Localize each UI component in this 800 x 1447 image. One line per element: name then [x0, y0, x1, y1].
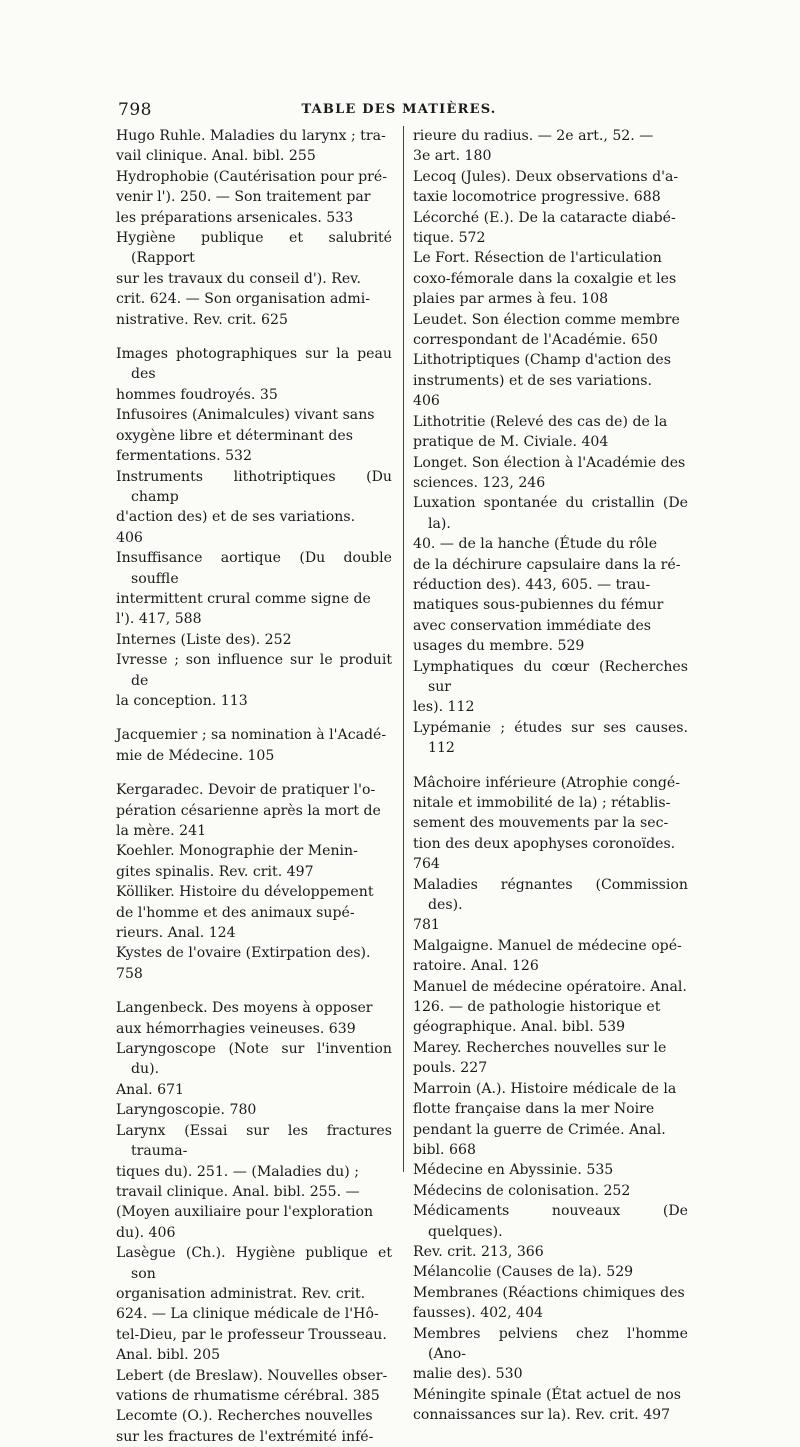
page-number: 798	[118, 100, 152, 120]
index-entry-line: du). 406	[116, 1224, 176, 1241]
index-entry	[413, 1079, 688, 1161]
index-entry-line: sciences. 123, 246	[413, 474, 546, 491]
index-entry-line: fausses). 402, 404	[413, 1305, 543, 1322]
index-entry	[116, 467, 392, 549]
index-entry	[413, 126, 688, 167]
index-entry	[413, 1385, 688, 1426]
index-entry-line: tiques du). 251. — (Maladies du) ;	[116, 1163, 359, 1180]
index-entry-line: venir l'). 250. — Son traitement par	[116, 189, 371, 206]
index-entry-line: rieurs. Anal. 124	[116, 925, 236, 942]
index-entry-line: Internes (Liste des). 252	[116, 631, 292, 648]
index-entry-line: pratique de M. Civiale. 404	[413, 434, 609, 451]
index-entry-line: Ivresse ; son influence sur le produit de	[116, 652, 392, 689]
index-entry-line: Maladies régnantes (Commission des).	[413, 876, 688, 914]
index-entry-line: l'). 417, 588	[116, 611, 202, 628]
index-entry-line: Méningite spinale (État actuel de nos	[413, 1386, 682, 1403]
index-entry-line: 764	[413, 856, 440, 873]
index-entry-line: Malgaigne. Manuel de médecine opé-	[413, 937, 682, 954]
index-entry	[116, 780, 392, 841]
index-entry-line: pouls. 227	[413, 1060, 488, 1077]
index-entry-line: Instruments lithotriptiques (Du champ	[116, 468, 392, 505]
index-entry-line: Longet. Son élection à l'Académie des	[413, 454, 686, 471]
index-entry	[116, 943, 392, 984]
index-entry-line: Jacquemier ; sa nomination à l'Acadé-	[116, 727, 387, 744]
index-entry	[413, 1262, 688, 1282]
index-entry-line: Membranes (Réactions chimiques des	[413, 1284, 685, 1301]
index-entry	[116, 841, 392, 882]
index-entry	[413, 1038, 688, 1079]
index-entry-line: Koehler. Monographie der Menin-	[116, 843, 358, 860]
index-entry-line: oxygène libre et déterminant des	[116, 427, 354, 444]
index-entry-line: Hygiène publique et salubrité (Rapport	[116, 230, 392, 267]
index-entry-line: connaissances sur la). Rev. crit. 497	[413, 1407, 671, 1424]
index-entry-line: organisation administrat. Rev. crit.	[116, 1285, 366, 1302]
index-entry-line: Manuel de médecine opératoire. Anal.	[413, 978, 687, 995]
index-entry	[116, 1121, 392, 1243]
index-entry	[413, 875, 688, 936]
index-entry	[413, 977, 688, 1038]
index-entry-line: tique. 572	[413, 230, 486, 247]
index-entry-line: Lymphatiques du cœur (Recherches sur	[413, 658, 688, 695]
index-entry	[413, 657, 688, 718]
index-entry-line: de la déchirure capsulaire dans la ré-	[413, 556, 681, 573]
index-entry	[413, 773, 688, 875]
index-entry-line: les). 112	[413, 699, 475, 716]
index-entry-line: les préparations arsenicales. 533	[116, 209, 354, 226]
index-entry-line: Kergaradec. Devoir de pratiquer l'o-	[116, 782, 376, 799]
index-entry-line: Lecoq (Jules). Deux observations d'a-	[413, 168, 679, 185]
index-entry-line: Médecine en Abyssinie. 535	[413, 1162, 614, 1179]
index-entry-line: plaies par armes à feu. 108	[413, 291, 609, 308]
index-entry-line: malie des). 530	[413, 1366, 523, 1383]
index-entry-line: ratoire. Anal. 126	[413, 958, 539, 975]
index-entry	[116, 548, 392, 630]
index-entry-line: sement des mouvements par la sec-	[413, 815, 669, 832]
index-entry-line: Lasègue (Ch.). Hygiène publique et son	[116, 1245, 392, 1282]
index-entry-line: usages du membre. 529	[413, 638, 585, 655]
index-entry-line: Lypémanie ; études sur ses causes. 112	[413, 719, 688, 757]
index-entry-line: d'action des) et de ses variations.	[116, 509, 356, 526]
index-entry	[116, 1243, 392, 1365]
index-entry-line: tel-Dieu, par le professeur Trousseau.	[116, 1326, 387, 1343]
section-gap	[116, 766, 392, 780]
index-entry-line: avec conservation immédiate des	[413, 617, 652, 634]
index-entry	[116, 1406, 392, 1447]
index-entry-line: taxie locomotrice progressive. 688	[413, 189, 661, 206]
index-entry-line: Lithotriptiques (Champ d'action des	[413, 352, 671, 369]
index-entry-line: Laryngoscope (Note sur l'invention du).	[116, 1041, 392, 1078]
index-entry-line: Hugo Ruhle. Maladies du larynx ; tra-	[116, 128, 386, 144]
index-entry-line: 40. — de la hanche (Étude du rôle	[413, 536, 658, 553]
index-entry	[116, 630, 392, 650]
index-entry-line: Membres pelviens chez l'homme (Ano-	[413, 1325, 688, 1362]
index-entry-line: de l'homme et des animaux supé-	[116, 904, 355, 921]
index-entry	[413, 1160, 688, 1180]
index-entry-line: sur les travaux du conseil d'). Rev.	[116, 270, 361, 287]
index-entry-line: Marroin (A.). Histoire médicale de la	[413, 1080, 677, 1097]
index-entry	[413, 1201, 688, 1262]
index-entry-line: 3e art. 180	[413, 148, 492, 165]
index-entry-line: Lithotritie (Relevé des cas de) de la	[413, 413, 668, 430]
index-entry-line: vail clinique. Anal. bibl. 255	[116, 148, 316, 165]
index-entry-line: géographique. Anal. bibl. 539	[413, 1019, 626, 1036]
index-entry-line: réduction des). 443, 605. — trau-	[413, 576, 651, 593]
index-entry-line: Lécorché (E.). De la cataracte diabé-	[413, 209, 676, 226]
index-entry-line: la conception. 113	[116, 692, 248, 709]
index-entry-line: mie de Médecine. 105	[116, 747, 275, 764]
index-entry	[116, 1366, 392, 1407]
index-entry-line: pération césarienne après la mort de	[116, 802, 381, 819]
index-entry-line: aux hémorrhagies veineuses. 639	[116, 1020, 356, 1037]
index-entry	[116, 344, 392, 405]
index-entry-line: Lecomte (O.). Recherches nouvelles	[116, 1408, 373, 1425]
index-entry-line: (Moyen auxiliaire pour l'exploration	[116, 1204, 374, 1221]
running-title: TABLE DES MATIÈRES.	[301, 102, 497, 117]
index-entry-line: Images photographiques sur la peau des	[116, 346, 392, 383]
index-entry-line: pendant la guerre de Crimée. Anal.	[413, 1121, 666, 1138]
index-entry-line: matiques sous-pubiennes du fémur	[413, 597, 664, 614]
index-entry-line: sur les fractures de l'extrémité infé-	[116, 1428, 374, 1445]
index-entry-line: Leudet. Son élection comme membre	[413, 311, 680, 328]
index-entry-line: nistrative. Rev. crit. 625	[116, 311, 288, 328]
index-entry-line: fermentations. 532	[116, 448, 252, 465]
index-entry	[413, 248, 688, 309]
page-header	[110, 100, 688, 126]
index-entry-line: vations de rhumatisme cérébral. 385	[116, 1387, 380, 1404]
index-entry	[413, 208, 688, 249]
index-entry-line: Marey. Recherches nouvelles sur le	[413, 1039, 667, 1056]
section-gap	[116, 330, 392, 344]
index-entry	[116, 882, 392, 943]
index-entry	[413, 350, 688, 411]
index-entry-line: Médecins de colonisation. 252	[413, 1182, 631, 1199]
section-gap	[413, 759, 688, 773]
index-column-left	[116, 126, 392, 1447]
index-entry-line: Laryngoscopie. 780	[116, 1102, 257, 1119]
index-entry	[413, 1283, 688, 1324]
index-entry-line: Kystes de l'ovaire (Extirpation des).	[116, 945, 371, 962]
index-entry-line: 406	[116, 529, 143, 546]
index-entry-line: Luxation spontanée du cristallin (De la).	[413, 495, 688, 532]
index-entry-line: Lebert (de Breslaw). Nouvelles obser-	[116, 1367, 388, 1384]
index-entry	[116, 725, 392, 766]
index-entry-line: Mâchoire inférieure (Atrophie congé-	[413, 774, 681, 791]
index-entry-line: gites spinalis. Rev. crit. 497	[116, 863, 314, 880]
index-entry-line: Infusoires (Animalcules) vivant sans	[116, 407, 375, 424]
index-entry-line: rieure du radius. — 2e art., 52. —	[413, 128, 654, 144]
index-entry-line: instruments) et de ses variations.	[413, 372, 653, 389]
section-gap	[116, 984, 392, 998]
index-entry	[116, 650, 392, 711]
index-entry-line: la mère. 241	[116, 823, 207, 839]
section-gap	[116, 711, 392, 725]
index-entry-line: bibl. 668	[413, 1141, 476, 1158]
index-entry-line: Anal. bibl. 205	[116, 1347, 221, 1364]
index-entry	[116, 998, 392, 1039]
index-entry-line: tion des deux apophyses coronoïdes.	[413, 835, 676, 852]
index-column-right	[413, 126, 688, 1426]
index-entry-line: 758	[116, 965, 143, 982]
index-entry	[413, 718, 688, 759]
index-entry-line: Rev. crit. 213, 366	[413, 1243, 544, 1260]
index-entry-line: intermittent crural comme signe de	[116, 590, 371, 607]
index-entry-line: Insuffisance aortique (Du double souffle	[116, 550, 392, 587]
index-entry-line: Le Fort. Résection de l'articulation	[413, 250, 662, 267]
index-entry-line: Hydrophobie (Cautérisation pour pré-	[116, 168, 387, 185]
index-entry	[413, 167, 688, 208]
column-divider	[403, 126, 404, 1172]
index-entry	[116, 1039, 392, 1100]
index-entry-line: travail clinique. Anal. bibl. 255. —	[116, 1183, 360, 1200]
index-entry	[413, 310, 688, 351]
index-entry	[116, 228, 392, 330]
index-entry	[413, 1181, 688, 1201]
index-entry-line: coxo-fémorale dans la coxalgie et les	[413, 270, 677, 287]
index-entry-line: Anal. 671	[116, 1081, 185, 1098]
index-entry	[413, 412, 688, 453]
index-entry-line: 781	[413, 917, 440, 934]
index-entry	[116, 126, 392, 167]
index-entry-line: nitale et immobilité de la) ; rétablis-	[413, 795, 671, 811]
index-entry-line: correspondant de l'Académie. 650	[413, 332, 658, 349]
index-entry	[413, 493, 688, 656]
index-entry-line: Médicaments nouveaux (De quelques).	[413, 1203, 688, 1240]
index-entry	[116, 1100, 392, 1120]
index-entry-line: Mélancolie (Causes de la). 529	[413, 1264, 634, 1281]
index-entry-line: hommes foudroyés. 35	[116, 386, 278, 403]
index-entry-line: Langenbeck. Des moyens à opposer	[116, 1000, 373, 1017]
index-entry	[116, 167, 392, 228]
index-entry	[116, 405, 392, 466]
index-entry	[413, 936, 688, 977]
index-entry-line: 624. — La clinique médicale de l'Hô-	[116, 1306, 379, 1323]
index-entry-line: crit. 624. — Son organisation admi-	[116, 291, 371, 308]
index-entry-line: flotte française dans la mer Noire	[413, 1101, 655, 1118]
index-entry-line: 406	[413, 393, 440, 410]
index-entry-line: Kölliker. Histoire du développement	[116, 884, 374, 901]
index-entry-line: Larynx (Essai sur les fractures trauma-	[116, 1122, 392, 1160]
index-entry	[413, 1324, 688, 1385]
index-entry	[413, 453, 688, 494]
index-entry-line: 126. — de pathologie historique et	[413, 999, 661, 1016]
